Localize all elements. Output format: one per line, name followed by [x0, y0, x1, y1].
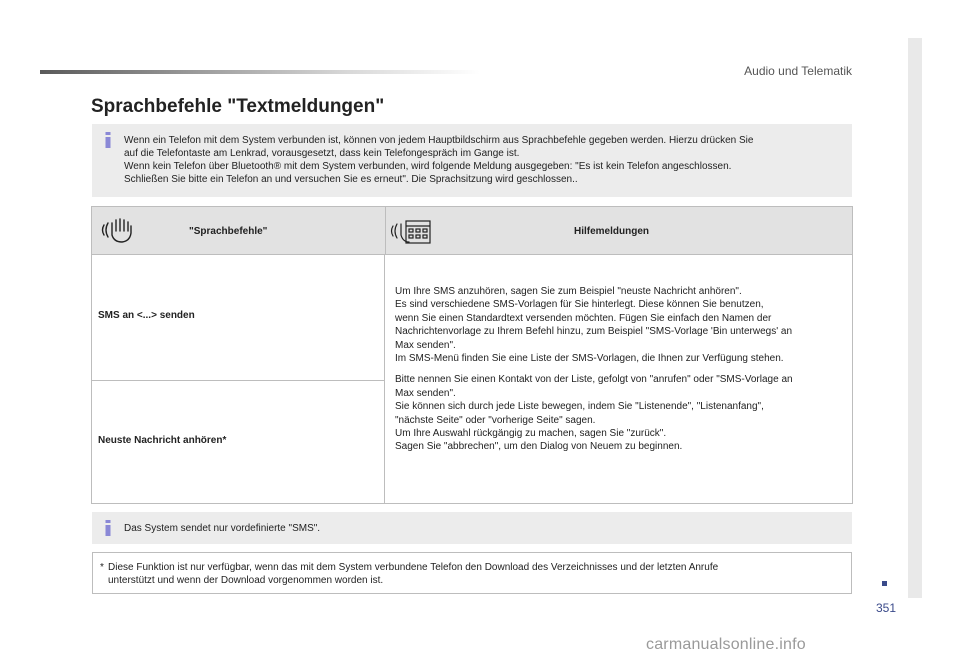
footnote-box [92, 552, 852, 594]
table-row [92, 254, 384, 381]
commands-column [92, 254, 385, 503]
footnote-line: Diese Funktion ist nur verfügbar, wenn das mit dem System verbundene Telefon den Download des Verzeichnisses und der letzten Anrufe [108, 562, 719, 573]
voice-help-screen-icon [390, 215, 434, 247]
section-header: Audio und Telematik [744, 64, 852, 78]
info-text-bottom: Das System sendet nur vordefinierte "SMS". [124, 523, 321, 534]
side-margin-strip [908, 38, 922, 598]
help-line: wenn Sie einen Standardtext versenden möchten. Fügen Sie einfach den Namen der [395, 312, 772, 324]
table-header [92, 207, 852, 255]
page-number: 351 [876, 601, 897, 615]
page-title: Sprachbefehle "Textmeldungen" [91, 96, 385, 117]
info-line: Wenn kein Telefon über Bluetooth® mit dem System verbunden, wird folgende Meldung ausgegeben: "Es ist kein Telefon angeschlossen. [124, 161, 732, 172]
header-gradient-bar [40, 70, 480, 74]
table-row [92, 381, 384, 503]
help-line: Nachrichtenvorlage zu Ihrem Befehl hinzu, zum Beispiel "SMS-Vorlage 'Bin unterwegs' an [395, 326, 793, 338]
info-line: auf die Telefontaste am Lenkrad, vorausgesetzt, dass kein Telefongespräch im Gange ist. [124, 148, 520, 159]
help-line: "nächste Seite" oder "vorherige Seite" sagen. [395, 414, 596, 426]
info-line: Schließen Sie bitte ein Telefon an und versuchen Sie es erneut". Die Sprachsitzung wird geschlossen.. [124, 174, 578, 185]
info-text-top [124, 134, 840, 186]
voice-command-table [91, 206, 853, 504]
help-line: Sie können sich durch jede Liste bewegen, indem Sie "Listenende", "Listenanfang", [395, 401, 764, 413]
help-line: Es sind verschiedene SMS-Vorlagen für Sie hinterlegt. Diese können Sie benutzen, [395, 299, 764, 311]
info-icon [102, 520, 114, 536]
help-line: Max senden". [395, 387, 456, 399]
column-header-commands: "Sprachbefehle" [189, 226, 268, 237]
footnote-star: * [100, 562, 104, 573]
voice-command-hand-icon [100, 215, 134, 245]
command-listen-latest: Neuste Nachricht anhören* [98, 435, 227, 446]
command-send-sms: SMS an <...> senden [98, 310, 195, 321]
help-line: Max senden". [395, 339, 456, 351]
page-marker [882, 581, 887, 586]
watermark: carmanualsonline.info [646, 636, 806, 653]
info-icon [102, 132, 114, 148]
column-divider [385, 207, 386, 254]
info-box-top [92, 124, 852, 197]
info-box-bottom [92, 512, 852, 544]
help-line: Um Ihre Auswahl rückgängig zu machen, sagen Sie "zurück". [395, 428, 667, 440]
footnote-text [100, 561, 821, 587]
help-line: Sagen Sie "abbrechen", um den Dialog von Neuem zu beginnen. [395, 441, 683, 453]
footnote-line: unterstützt und wenn der Download vorgenommen worden ist. [108, 575, 384, 586]
column-header-help: Hilfemeldungen [574, 226, 650, 237]
info-line: Wenn ein Telefon mit dem System verbunden ist, können von jedem Hauptbildschirm aus Sprachbefehle gegeben werden. Hierzu drücken Sie [124, 135, 754, 146]
help-line: Bitte nennen Sie einen Kontakt von der Liste, gefolgt von "anrufen" oder "SMS-Vorlage an [395, 374, 793, 386]
help-messages-cell [395, 285, 847, 454]
help-line: Im SMS-Menü finden Sie eine Liste der SMS-Vorlagen, die Ihnen zur Verfügung stehen. [395, 353, 784, 365]
help-line: Um Ihre SMS anzuhören, sagen Sie zum Beispiel "neuste Nachricht anhören". [395, 286, 742, 297]
